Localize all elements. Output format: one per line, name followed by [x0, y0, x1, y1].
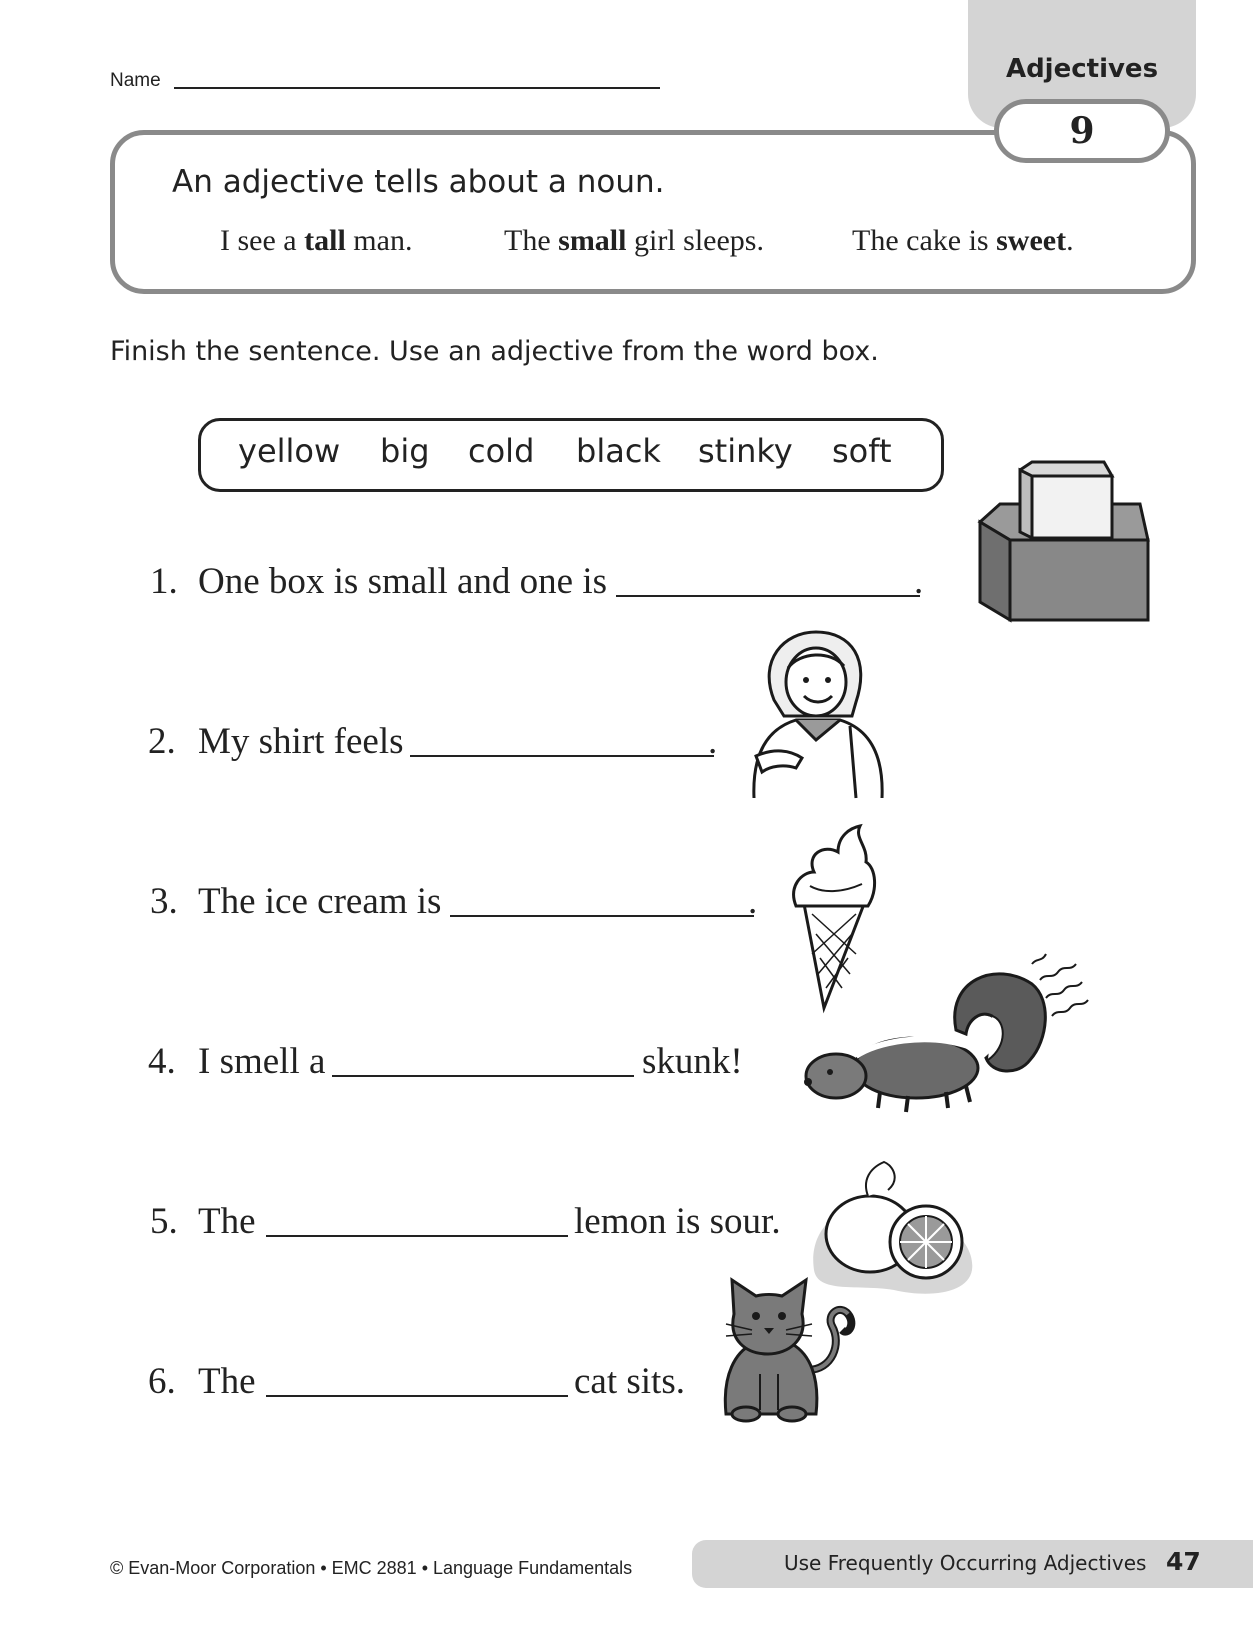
sentence-start: I smell a [198, 1041, 326, 1082]
sentence-start: The ice cream is [198, 881, 442, 922]
exercise-number: 3. [150, 881, 178, 922]
answer-blank[interactable] [450, 915, 754, 917]
name-field[interactable] [174, 87, 660, 89]
example-text: I see a [220, 224, 305, 257]
sentence-start: One box is small and one is [198, 561, 608, 602]
exercise-number: 2. [148, 721, 176, 762]
boxes-icon [976, 460, 1156, 630]
sentence-start: My shirt feels [198, 721, 404, 762]
word-box-word: big [380, 432, 430, 470]
cat-icon [712, 1274, 882, 1424]
footer-topic: Use Frequently Occurring Adjectives [784, 1551, 1147, 1575]
example-text: The cake is [852, 224, 997, 257]
word-box-word: soft [832, 432, 892, 470]
word-box-word: stinky [698, 432, 793, 470]
example-sentence [852, 224, 1074, 258]
example-sentence [220, 224, 412, 258]
answer-blank[interactable] [332, 1075, 634, 1077]
example-text: The [504, 224, 559, 257]
page-number: 47 [1166, 1547, 1201, 1576]
example-text: man. [345, 224, 413, 257]
word-box-word: cold [468, 432, 535, 470]
example-text: girl sleeps. [626, 224, 764, 257]
lesson-number: 9 [994, 99, 1170, 163]
exercise-number: 5. [150, 1201, 178, 1242]
instructions: Finish the sentence. Use an adjective from the word box. [110, 336, 879, 367]
example-adjective: tall [304, 224, 346, 257]
rule-text: An adjective tells about a noun. [172, 164, 665, 200]
sentence-end: . [914, 561, 924, 602]
exercise-number: 6. [148, 1361, 176, 1402]
word-box-word: black [576, 432, 661, 470]
sentence-end: lemon is sour. [574, 1201, 781, 1242]
answer-blank[interactable] [616, 595, 920, 597]
name-label: Name [110, 70, 161, 91]
answer-blank[interactable] [410, 755, 714, 757]
topic-title: Adjectives [1005, 54, 1159, 84]
exercise-number: 1. [150, 561, 178, 602]
girl-icon [744, 630, 894, 800]
example-sentence [504, 224, 764, 258]
sentence-start: The [198, 1361, 256, 1402]
sentence-start: The [198, 1201, 256, 1242]
example-text: . [1066, 224, 1074, 257]
sentence-end: cat sits. [574, 1361, 685, 1402]
word-box-word: yellow [238, 432, 341, 470]
skunk-icon [796, 950, 1096, 1130]
sentence-end: . [748, 881, 758, 922]
example-adjective: small [558, 224, 627, 257]
sentence-end: skunk! [642, 1041, 743, 1082]
sentence-end: . [708, 721, 718, 762]
example-adjective: sweet [996, 224, 1067, 257]
answer-blank[interactable] [266, 1235, 568, 1237]
footer-credit: © Evan-Moor Corporation • EMC 2881 • Language Fundamentals [110, 1558, 633, 1578]
exercise-number: 4. [148, 1041, 176, 1082]
answer-blank[interactable] [266, 1395, 568, 1397]
